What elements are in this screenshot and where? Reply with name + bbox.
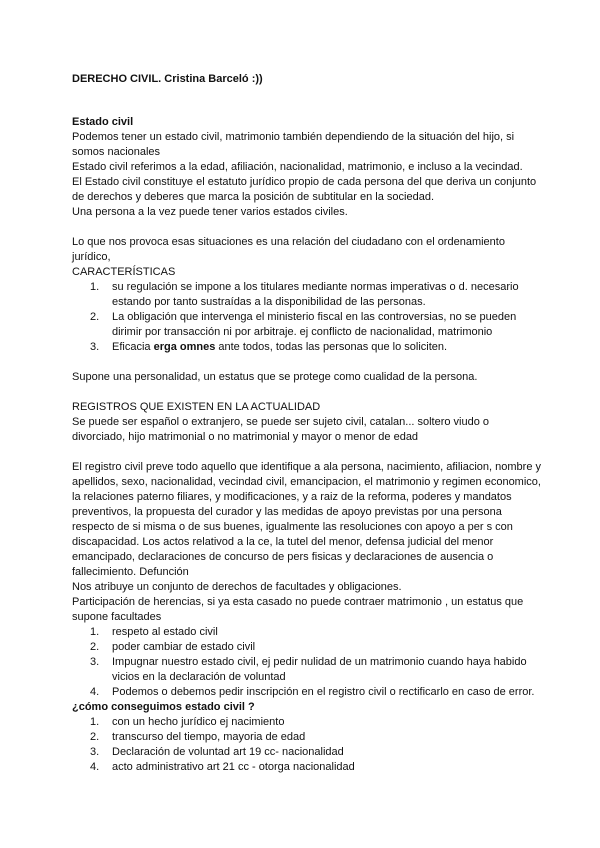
list-item	[72, 340, 542, 355]
list-item	[72, 730, 542, 745]
paragraph: Estado civil referimos a la edad, afiliación, nacionalidad, matrimonio, e incluso a la vecindad.	[72, 161, 523, 173]
list-item	[72, 760, 542, 775]
list-number: 2.	[90, 731, 100, 743]
list-number: 1.	[90, 626, 100, 638]
list-number: 3.	[90, 746, 100, 758]
list-item-text: Podemos o debemos pedir inscripción en el registro civil o rectificarlo en caso de error.	[112, 686, 535, 698]
list-number: 1.	[90, 716, 100, 728]
list-item	[72, 685, 542, 700]
label-caracteristicas: CARACTERÍSTICAS	[72, 266, 176, 278]
list-item	[72, 745, 542, 760]
list-item-text: Impugnar nuestro estado civil, ej pedir nulidad de un matrimonio cuando haya habido vicios en la declaración de voluntad	[112, 656, 527, 683]
paragraph: Podemos tener un estado civil, matrimonio también dependiendo de la situación del hijo, si somos nacionales	[72, 131, 515, 158]
paragraph-personalidad: Supone una personalidad, un estatus que se protege como cualidad de la persona.	[72, 371, 478, 383]
conseguir-list	[72, 715, 542, 775]
paragraph: Se puede ser español o extranjero, se puede ser sujeto civil, catalan... soltero viudo o divorciado, hijo matrimonial o no matrimonial y mayor o menor de edad	[72, 416, 490, 443]
list-item	[72, 715, 542, 730]
spacer	[72, 445, 542, 460]
list-item	[72, 625, 542, 640]
list-item	[72, 655, 542, 685]
paragraph-registro-civil: El registro civil preve todo aquello que identifique a ala persona, nacimiento, afiliacion, nombre y apellidos, sexo, nacionalidad, vecindad civil, emancipacion, el matrimonio y regimen economico, la relaciones paterno filiares, y modificaciones, y a raiz de la reforma, poderes y mandatos preventivos, la propuesta del curador y las medidas de apoyo previstas por una persona respecto de si misma o de sus buenes, igualmente las resoluciones con apoyo a per s con discapacidad. Los actos relativod a la ce, la tutel del menor, defensa judicial del menor emancipado, declaraciones de concurso de pers fisicas y declaraciones de ausencia o fallecimiento. Defunción	[72, 461, 541, 578]
document-body	[72, 72, 542, 775]
list-item	[72, 310, 542, 340]
list-item-text: respeto al estado civil	[112, 626, 218, 638]
paragraph-relation: Lo que nos provoca esas situaciones es una relación del ciudadano con el ordenamiento jurídico,	[72, 236, 505, 263]
label-registros: REGISTROS QUE EXISTEN EN LA ACTUALIDAD	[72, 401, 321, 413]
spacer	[72, 385, 542, 400]
bold-term: erga omnes	[153, 341, 216, 353]
spacer	[72, 220, 542, 235]
heading-estado-civil: Estado civil	[72, 116, 134, 128]
list-item-text: con un hecho jurídico ej nacimiento	[112, 716, 285, 728]
list-item-text: ante todos, todas las personas que lo soliciten.	[215, 341, 448, 353]
list-item-text: acto administrativo art 21 cc - otorga nacionalidad	[112, 761, 355, 773]
paragraph: Una persona a la vez puede tener varios estados civiles.	[72, 206, 348, 218]
list-number: 4.	[90, 761, 100, 773]
list-item-text: Declaración de voluntad art 19 cc- nacionalidad	[112, 746, 344, 758]
spacer	[72, 355, 542, 370]
list-number: 3.	[90, 656, 100, 668]
list-number: 2.	[90, 311, 100, 323]
list-item-text: poder cambiar de estado civil	[112, 641, 256, 653]
list-item-text: La obligación que intervenga el ministerio fiscal en las controversias, no se pueden dirimir por transacción ni por arbitraje. ej conflicto de nacionalidad, matrimonio	[112, 311, 517, 338]
caracteristicas-list	[72, 280, 542, 355]
list-item	[72, 640, 542, 655]
facultades-list	[72, 625, 542, 700]
list-item-text: Eficacia	[112, 341, 154, 353]
paragraph: El Estado civil constituye el estatuto jurídico propio de cada persona del que deriva un conjunto de derechos y deberes que marca la posición de subtitular en la sociedad.	[72, 176, 537, 203]
list-number: 1.	[90, 281, 100, 293]
heading-como-conseguimos: ¿cómo conseguimos estado civil ?	[72, 701, 255, 713]
list-item-text: su regulación se impone a los titulares mediante normas imperativas o d. necesario estando por tanto sustraídas a la disponibilidad de las personas.	[112, 281, 519, 308]
list-item-text: transcurso del tiempo, mayoria de edad	[112, 731, 306, 743]
list-number: 3.	[90, 341, 100, 353]
document-title: DERECHO CIVIL. Cristina Barceló :))	[72, 73, 263, 85]
list-number: 2.	[90, 641, 100, 653]
list-item	[72, 280, 542, 310]
paragraph: Participación de herencias, si ya esta casado no puede contraer matrimonio , un estatus que supone facultades	[72, 596, 524, 623]
paragraph: Nos atribuye un conjunto de derechos de facultades y obligaciones.	[72, 581, 402, 593]
list-number: 4.	[90, 686, 100, 698]
